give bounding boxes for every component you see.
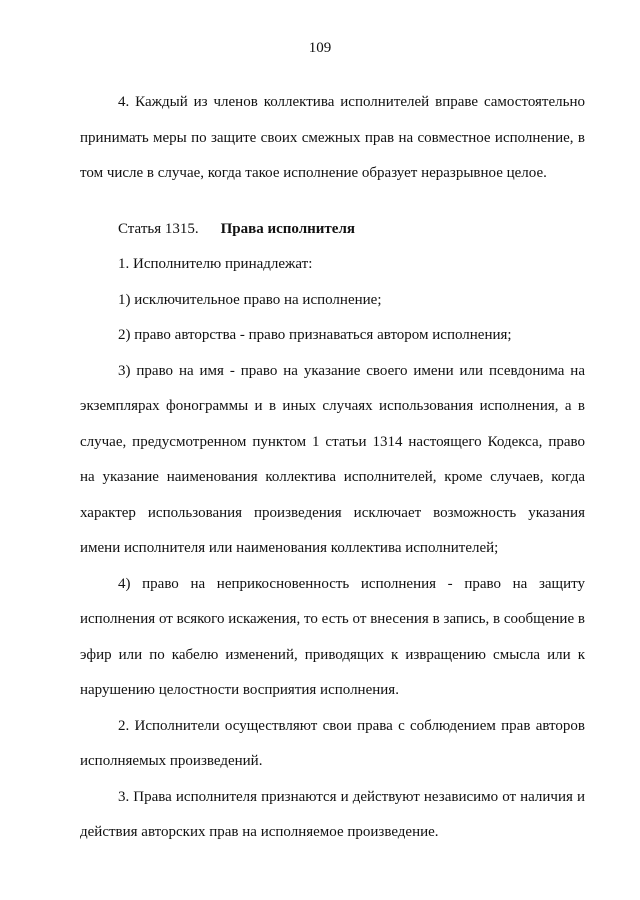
paragraph-4: 4. Каждый из членов коллектива исполнителей вправе самостоятельно принимать меры по защите своих смежных прав на совместное исполнение, в том числе в случае, когда такое исполнение образует неразрывное целое. bbox=[80, 94, 585, 181]
article-title: Права исполнителя bbox=[220, 220, 355, 237]
page-number: 109 bbox=[308, 40, 332, 56]
clause-3: 3. Права исполнителя признаются и действуют независимо от наличия и действия авторских прав на исполняемое произведение. bbox=[80, 788, 585, 840]
list-item-4: 4) право на неприкосновенность исполнения - право на защиту исполнения от всякого искажения, то есть от внесения в запись, в сообщение в эфир или по кабелю изменений, приводящих к извращению смысла или к нарушению целостности восприятия исполнения. bbox=[80, 575, 585, 698]
article-heading bbox=[80, 212, 585, 248]
list-item-3: 3) право на имя - право на указание своего имени или псевдонима на экземплярах фонограммы и в иных случаях использования исполнения, а в случае, предусмотренном пунктом 1 статьи 1314 настоящего Кодекса, право на указание наименования коллектива исполнителей, кроме случаев, когда характер использования произведения исключает возможность указания имени исполнителя или наименования коллектива исполнителей; bbox=[80, 362, 585, 556]
list-item-2: 2) право авторства - право признаваться автором исполнения; bbox=[118, 327, 512, 343]
clause-2: 2. Исполнители осуществляют свои права с соблюдением прав авторов исполняемых произведений. bbox=[80, 717, 585, 769]
document-body bbox=[80, 85, 585, 851]
clause-1-intro: 1. Исполнителю принадлежат: bbox=[118, 256, 313, 272]
list-item-1: 1) исключительное право на исполнение; bbox=[118, 291, 382, 308]
article-number: Статья 1315. bbox=[118, 220, 199, 237]
